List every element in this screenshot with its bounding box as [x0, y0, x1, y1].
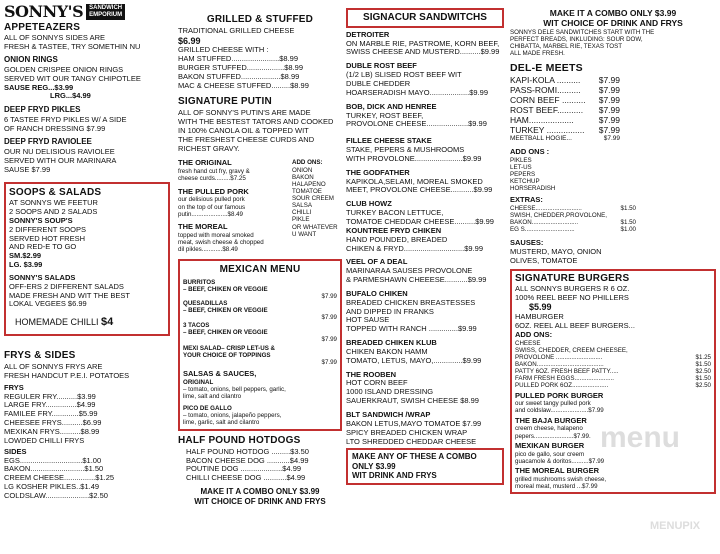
putin-addons-title: ADD ONS:: [292, 159, 323, 167]
mexican-title: MEXICAN MENU: [219, 264, 301, 276]
hotdog-item: BACON CHEESE DOG ...........$4.99: [186, 455, 309, 465]
putin-original-desc: cheese curds.........$7.25: [178, 175, 246, 183]
fry-item: LARGE FRY...............$4.99: [4, 400, 96, 410]
ravioli-desc-2: SERVED WITH OUR MARINARA: [4, 155, 117, 165]
burgers-title: SIGNATURE BURGERS: [515, 273, 630, 284]
burger-cheese: CHEESE: [515, 339, 541, 347]
side-item: LG KOSHER PIKLES..$1.49: [4, 482, 100, 492]
putin-desc: RICHEST GRAVY.: [178, 143, 240, 153]
sandwich-item: THE ROOBEN HOT CORN BEEF 1000 ISLAND DRESSING SAUERKRAUT, SWISH CHEESE $8.99: [346, 369, 479, 406]
deli-addon: KETCHUP: [510, 177, 540, 185]
putin-desc: THE FRESHEST CHEESE CURDS AND: [178, 134, 315, 144]
frys-subtitle: FRYS: [4, 382, 24, 392]
onion-price-reg: SAUSE REG...$3.99: [4, 82, 74, 92]
soup-price-lg: LG. $3.99: [9, 260, 43, 270]
hotdog-item: HALF POUND HOTDOG .........$3.50: [186, 446, 309, 456]
logo-tag: SANDWICH EMPORIUM: [86, 4, 125, 19]
salad-line-2: MADE FRESH AND WIT THE BEST: [9, 290, 130, 300]
burger-addon: PULLED PORK 6OZ..................... $2.50: [515, 382, 711, 390]
soup-line-3: AND RED-E TO GO: [9, 242, 77, 252]
deli-title: DEL-E MEETS: [510, 61, 583, 74]
burgers-price: $5.99: [529, 302, 552, 313]
salsa-sub: ORIGINAL: [183, 379, 214, 387]
salsa-desc: – tomato, onions, bell peppers, garlic,: [183, 386, 286, 394]
hotdog-combo-1: MAKE IT A COMBO ONLY $3.99: [200, 487, 320, 497]
burger-addons-title: ADD ONS:: [515, 329, 553, 339]
grilled-line: BURGER STUFFED..................$8.99: [178, 62, 304, 72]
pikles-desc-1: 6 TASTEE FRYD PIKLES W/ A SIDE: [4, 114, 127, 124]
soup-price-sm: SM.$2.99: [9, 251, 42, 261]
putin-title: SIGNATURE PUTIN: [178, 96, 272, 108]
burger-addon: BAKON....................................... $1.50: [515, 361, 711, 368]
bread-note: CHIBATTA, MARBEL RIE, TEXAS TOST: [510, 43, 622, 51]
salsa-title: SALSAS & SAUCES,: [183, 369, 257, 379]
deli-addon: LET-US: [510, 163, 532, 171]
soup-line-1: 2 DIFFERENT SOOPS: [9, 224, 86, 234]
burger-addon: PROVOLONE ........................... $1.25: [515, 353, 711, 361]
deli-item: ROST BEEF........... $7.99: [510, 104, 620, 115]
signature-combo-box: MAKE ANY OF THESE A COMBO ONLY $3.99 WIT DRINK AND FRYS: [346, 448, 504, 484]
sandwich-item: BREADED CHIKEN KLUB CHIKEN BAKON HAMM TOMATO, LETUS, MAYO,..............$9.99: [346, 338, 482, 365]
hotdog-item: CHILLI CHEESE DOG ...........$4.99: [186, 473, 306, 483]
putin-moreal-desc: dil pikles............$8.49: [178, 245, 238, 253]
putin-addon: ONION: [292, 166, 313, 174]
column-1: [4, 0, 170, 501]
deli-item: MEETBALL HOGIE... $7.99: [510, 135, 620, 142]
pork-burger-desc: and coldslaw......................$7.99: [515, 407, 604, 415]
burgers-line: ALL SONNYS BURGERS R 6 OZ.: [515, 283, 630, 293]
onion-rings-title: ONION RINGS: [4, 55, 58, 65]
putin-addon: TOMATOE: [292, 187, 322, 195]
mexican-item: MEXI SALAD– CRISP LET-US & YOUR CHOICE OF TOPPINGS $7.99: [183, 344, 337, 367]
grilled-line: GRILLED CHEESE WITH :: [178, 45, 269, 55]
salsa-desc: lime, salt and cilantro: [183, 393, 242, 401]
putin-addon: HALAPENO: [292, 180, 326, 188]
onion-price-lrg: LRG...$4.99: [50, 91, 91, 101]
mex-burger-desc: guacamole & doritos..........$7.99: [515, 457, 605, 465]
mexican-menu-box: [178, 259, 342, 431]
burgers-box: [510, 269, 716, 494]
soups-line-2: 2 SOOPS AND 2 SALADS: [9, 207, 98, 217]
side-item: CREEM CHEESE...............$1.25: [4, 473, 115, 483]
putin-moreal-title: THE MOREAL: [178, 221, 228, 231]
grilled-line: MAC & CHEESE STUFFED.........$8.99: [178, 80, 309, 90]
watermark-menupix: MENUPIX: [650, 520, 701, 532]
mexican-item: QUESADILLAS – BEEF, CHIKEN OR VEGGIE $7.99: [183, 300, 337, 322]
grilled-price: $6.99: [178, 35, 201, 46]
extra-item: BAKON........................... $1.50: [510, 219, 636, 227]
sandwich-item: KOUNTREE FRYD CHIKEN HAND POUNDED, BREADED CHIKEN & FRYD.............................$9.99: [346, 225, 483, 253]
putin-options: [178, 159, 342, 253]
deli-addons-title: ADD ONS :: [510, 146, 550, 156]
salad-title: SONNY'S SALADS: [9, 272, 76, 282]
extra-item: EG S............................. $1.00: [510, 226, 636, 234]
putin-addon: OR WHATEVER: [292, 223, 338, 231]
side-item: EGS..............................$1.00: [4, 455, 102, 465]
appetizers-intro-1: ALL OF SONNYS SIDES ARE: [4, 32, 106, 42]
moreal-burger-desc: grilled mushrooms swish cheese,: [515, 475, 607, 483]
ravioli-title: DEEP FRYD RAVIOLEE: [4, 137, 92, 147]
mex-burger-title: MEXIKAN BURGER: [515, 440, 585, 450]
side-item: BAKON..........................$1.50: [4, 464, 104, 474]
baja-burger-title: THE BAJA BURGER: [515, 415, 587, 425]
moreal-burger-title: THE MOREAL BURGER: [515, 465, 600, 475]
bread-note: SONNYS DELE SANDWITCHES START WITH THE: [510, 29, 655, 37]
putin-addon: PIKLE: [292, 216, 310, 224]
watermark-menu: menu: [600, 421, 681, 454]
hamburger-label: HAMBURGER: [515, 312, 564, 322]
putin-desc: WITH THE BESTEST TATORS AND COOKED: [178, 117, 334, 127]
putin-desc: ALL OF SONNY'S PUTIN'S ARE MADE: [178, 108, 311, 118]
putin-pork-desc: our delisious pulled pork: [178, 196, 245, 204]
putin-addon: SOUR CREEM: [292, 195, 334, 203]
soups-line-1: AT SONNYS WE FEETUR: [9, 198, 98, 208]
sause-line: OLIVES, TOMATOE: [510, 256, 578, 266]
sandwich-item: THE GODFATHER KAPIKOLA,SELAMI, MOREAL SMOKED MEET, PROVOLONE CHEESE...........$9.99: [346, 167, 493, 195]
gallo-desc: – tomato, onions, jalapeño peppers,: [183, 411, 282, 419]
deli-item: KAPI-KOLA .......... $7.99: [510, 74, 620, 85]
frys-title: FRYS & SIDES: [4, 350, 76, 362]
pork-burger-title: PULLED PORK BURGER: [515, 390, 604, 400]
soup-title: SONNY'S SOUP'S: [9, 215, 73, 225]
hotdog-item: POUTINE DOG ....................$4.99: [186, 464, 302, 474]
fry-item: MEXIKAN FRYS..........$8.99: [4, 426, 100, 436]
putin-moreal-desc: topped with moreal smoked: [178, 231, 254, 239]
burger-cheese-types: SWISS, CHEDDER, CREEM CHEESEE,: [515, 346, 628, 354]
sandwich-item: VEEL OF A DEAL MARINARAA SAUSES PROVOLONE & PARMESHAWN CHEEESE...........$9.99: [346, 257, 487, 285]
onion-desc-2: SERVED WIT OUR TANGY CHIPOTLEE: [4, 73, 141, 83]
sandwich-item: CLUB HOWZ TURKEY BACON LETTUCE, TOMATOE CHEDDAR CHEESE..........$9.99: [346, 199, 494, 226]
putin-addon: U WANT: [292, 230, 317, 238]
burger-addon: FARM FRESH EGGS....................... $1.50: [515, 375, 711, 383]
sandwich-item: BUFALO CHIKEN BREADED CHICKEN BREASTESSES AND DIPPED IN FRANKS HOT SAUSE TOPPED WITH RANCH ..............$9.99: [346, 288, 477, 334]
pikles-title: DEEP FRYD PIKLES: [4, 105, 81, 115]
sauses-title: SAUSES:: [510, 238, 544, 248]
sandwich-item: FILLEE CHEESE STAKE STAKE, PEPERS & MUSHROOMS WITH PROVOLONE.......................$9.99: [346, 136, 482, 163]
putin-pork-desc: putin.....................$8.49: [178, 210, 244, 218]
fry-item: CHEESEE FRYS..........$6.99: [4, 418, 102, 428]
salad-line-3: LOKAL VEGEES $6.99: [9, 299, 87, 309]
burger-addon: PATTY 6OZ. FRESH BEEF PATTY..... $2.50: [515, 368, 711, 376]
hotdog-combo-2: WIT CHOICE OF DRINK AND FRYS: [194, 496, 326, 506]
bread-note: ALL MADE FRESH.: [510, 50, 565, 58]
fry-item: LOWDED CHILLI FRYS: [4, 435, 85, 445]
gallo-desc: lime, garlic, salt and cilantro: [183, 418, 260, 426]
putin-pork-title: THE PULLED PORK: [178, 186, 249, 196]
grilled-line: BAKON STUFFED...................$8.99: [178, 71, 300, 81]
grilled-title: GRILLED & STUFFED: [206, 14, 314, 25]
moreal-burger-desc: moreal meat, musterd ...$7.99: [515, 482, 598, 490]
extra-item: SWISH, CHEDDER,PROVOLONE,: [510, 212, 607, 220]
deli-item: TURKEY ................ $7.99: [510, 124, 620, 135]
deli-item: PASS-ROMI.......... $7.99: [510, 84, 620, 95]
putin-moreal-desc: meat, swish cheese & chopped: [178, 238, 264, 246]
chilli-line: HOMEMADE CHILLI $4: [15, 316, 114, 329]
salad-line-1: OFF-ERS 2 DIFFERENT SALADS: [9, 281, 124, 291]
baja-burger-desc: creem cheese, halapeno: [515, 425, 583, 433]
ravioli-desc-1: OUR NU DELISIOUS RAVIOLEE: [4, 146, 115, 156]
sandwich-item: DETROITER ON MARBLE RIE, PASTROME, KORN BEEF, SWISS CHEESE AND MUSTERD..........$9.99: [346, 29, 500, 57]
signature-title: SIGNACUR SANDWITCHS: [346, 8, 504, 28]
sandwich-item: BOB, DICK AND HENREE TURKEY, ROST BEEF, PROVOLONE CHEESE....................$9.99: [346, 101, 487, 129]
deli-addon: PEPERS: [510, 170, 536, 178]
column-3: [346, 0, 504, 488]
frys-intro-2: FRESH HANDCUT P.E.I. POTATOES: [4, 370, 130, 380]
onion-desc-1: GOLDEN CRISPEE ONION RINGS: [4, 64, 124, 74]
baja-burger-desc: pepers.......................$7.99.: [515, 432, 591, 440]
logo-word: SONNY'S: [4, 1, 84, 21]
side-item: COLDSLAW.....................$2.50: [4, 490, 108, 500]
soups-title: SOOPS & SALADS: [9, 187, 102, 199]
combo-top-1: MAKE IT A COMBO ONLY $3.99: [549, 8, 677, 18]
bread-note: PERFECT BREADS, INKLUDING: SOUR DOW,: [510, 36, 643, 44]
extras-title: EXTRAS:: [510, 195, 543, 205]
putin-original-title: THE ORIGINAL: [178, 158, 232, 168]
deli-item: HAM................... $7.99: [510, 114, 620, 125]
appetizers-title: APPETEAZERS: [4, 22, 81, 33]
putin-desc: IN 100% CANOLA OIL & TOPPED WIT: [178, 125, 309, 135]
putin-original-desc: fresh hand cut fry, gravy &: [178, 168, 250, 176]
grilled-sub: TRADITIONAL GRILLED CHEESE: [178, 25, 295, 35]
soup-line-2: SERVED HOT FRESH: [9, 233, 85, 243]
putin-addon: SALSA: [292, 202, 312, 210]
putin-addon: BAKON: [292, 173, 314, 181]
sause-line: MUSTERD, MAYO, ONION: [510, 247, 602, 257]
deli-list: [510, 75, 620, 143]
ravioli-desc-3: SAUSE $7.99: [4, 164, 51, 174]
signature-list: [346, 31, 504, 447]
pikles-desc-2: OF RANCH DRESSING $7.99: [4, 123, 106, 133]
putin-addon: CHILLI: [292, 209, 312, 217]
frys-intro-1: ALL OF SONNYS FRYS ARE: [4, 362, 103, 372]
soups-salads-box: [4, 182, 170, 336]
appetizers-intro-2: FRESH & TASTEE, TRY SOMETHIN NU: [4, 41, 141, 51]
column-2: [178, 0, 342, 506]
gallo-title: PICO DE GALLO: [183, 404, 232, 412]
putin-pork-desc: on the top of our famous: [178, 203, 246, 211]
deli-item: CORN BEEF .......... $7.99: [510, 94, 620, 105]
mexican-item: BURRITOS – BEEF, CHIKEN OR VEGGIE $7.99: [183, 278, 337, 301]
hotdogs-title: HALF POUND HOTDOGS: [178, 434, 301, 446]
combo-top-2: WIT CHOICE OF DRINK AND FRYS: [543, 18, 683, 29]
sandwich-item: BLT SANDWICH /WRAP BAKON LETUS,MAYO TOMATOE $7.99 SPICY BREADED CHICKEN WRAP LTO SHREDDED CHEDDAR CHEESE: [346, 410, 482, 446]
extra-item: CHEESE........................... $1.50: [510, 204, 636, 212]
extras-list: [510, 205, 636, 234]
burgers-line: 100% REEL BEEF NO PHILLERS: [515, 292, 629, 302]
fry-item: REGULER FRY..........$3.99: [4, 391, 96, 401]
sandwich-item: DUBLE ROST BEEF (1/2 LB) SLISED ROST BEEF WIT DUBLE CHEDDER HOARSERADISH MAYO...................$9.99: [346, 61, 488, 97]
burger-addons: [515, 354, 711, 390]
grilled-line: HAM STUFFED.......................$8.99: [178, 54, 299, 64]
deli-addon: PIKLES: [510, 156, 532, 164]
logo: [4, 2, 170, 22]
pork-burger-desc: our sweet tangy pulled pork: [515, 400, 591, 408]
deli-addon: HORSERADISH: [510, 185, 556, 192]
burgers-reel: 6OZ. REEL ALL BEEF BURGERS...: [515, 320, 635, 330]
mex-burger-desc: pico de gallo, sour creem: [515, 450, 585, 458]
fry-item: FAMILEE FRY.............$5.99: [4, 409, 98, 419]
mexican-item: 3 TACOS – BEEF, CHIKEN OR VEGGIE $7.99: [183, 321, 337, 343]
sides-subtitle: SIDES: [4, 446, 27, 456]
